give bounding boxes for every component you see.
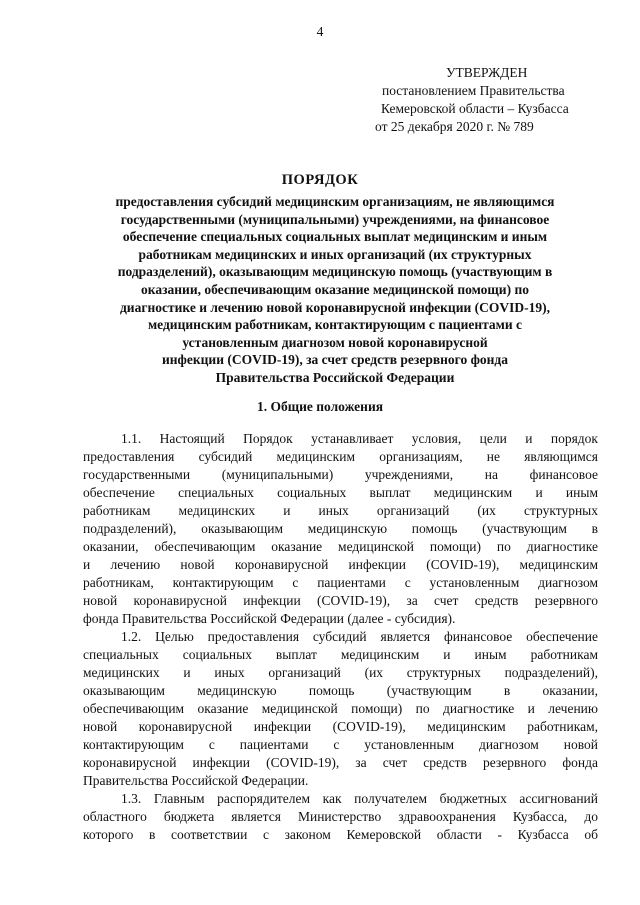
- page-number: 4: [316, 24, 324, 39]
- approval-line: от 25 декабря 2020 г. № 789: [375, 119, 534, 134]
- subtitle-line: государственными (муниципальными) учреждениями, на финансовое: [120, 211, 550, 227]
- text-line: оказывающим медицинскую помощь (участвующим в оказании,: [83, 683, 598, 698]
- section-heading: 1. Общие положения: [256, 399, 384, 414]
- subtitle-line: оказании, обеспечивающим оказание медицинской помощи) по: [141, 281, 529, 297]
- body-text: [83, 430, 598, 844]
- approval-line: УТВЕРЖДЕН: [446, 65, 528, 80]
- text-line: 1.1. Настоящий Порядок устанавливает условия, цели и порядок: [121, 431, 598, 446]
- paragraph-1-1: [83, 430, 598, 628]
- text-line: специальных социальных выплат медицинским и иным работникам: [83, 647, 598, 662]
- paragraph-1-3: [83, 790, 598, 844]
- subtitle-line: инфекции (COVID-19), за счет средств резервного фонда: [161, 352, 509, 368]
- text-line: областного бюджета является Министерство здравоохранения Кузбасса, до: [83, 809, 598, 824]
- text-line: новой коронавирусной инфекции (COVID-19), медицинским работникам,: [83, 719, 598, 734]
- subtitle-line: Правительства Российской Федерации: [215, 369, 455, 385]
- approval-line: постановлением Правительства: [382, 83, 565, 98]
- subtitle-line: обеспечение специальных социальных выплат медицинским и иным: [122, 229, 548, 245]
- text-line: и лечению новой коронавирусной инфекции (COVID-19), медицинским: [83, 557, 598, 572]
- text-line: коронавирусной инфекции (COVID-19), за счет средств резервного фонда: [83, 755, 598, 770]
- text-line: обеспечение специальных социальных выплат медицинским и иным: [83, 485, 598, 500]
- subtitle-line: медицинским работникам, контактирующим с пациентами с: [147, 317, 523, 333]
- text-line: контактирующим с пациентами с установленным диагнозом новой: [83, 737, 598, 752]
- text-line: обеспечивающим оказание медицинской помощи) по диагностике и лечению: [83, 701, 598, 716]
- text-line: фонда Правительства Российской Федерации (далее - субсидия).: [83, 611, 456, 626]
- document-title: ПОРЯДОК: [281, 172, 359, 188]
- approval-line: Кемеровской области – Кузбасса: [381, 101, 569, 116]
- text-line: государственными (муниципальными) учреждениями, на финансовое: [83, 467, 598, 482]
- approval-stamp: [370, 64, 600, 136]
- text-line: 1.2. Целью предоставления субсидий является финансовое обеспечение: [121, 629, 598, 644]
- subtitle-line: работникам медицинских и иных организаций (их структурных: [138, 246, 532, 262]
- text-line: новой коронавирусной инфекции (COVID-19), за счет средств резервного: [83, 593, 598, 608]
- text-line: работникам, контактирующим с пациентами с установленным диагнозом: [83, 575, 598, 590]
- text-line: работникам медицинских и иных организаций (их структурных: [83, 503, 598, 518]
- text-line: 1.3. Главным распорядителем как получателем бюджетных ассигнований: [121, 791, 598, 806]
- text-line: которого в соответствии с законом Кемеровской области - Кузбасса об: [83, 827, 598, 842]
- text-line: предоставления субсидий медицинским организациям, не являющимся: [83, 449, 598, 464]
- text-line: подразделений), оказывающим медицинскую помощь (участвующим в: [83, 521, 598, 536]
- paragraph-1-2: [83, 628, 598, 790]
- subtitle-line: предоставления субсидий медицинским организациям, не являющимся: [115, 194, 555, 209]
- text-line: оказании, обеспечивающим оказание медицинской помощи) по диагностике: [83, 539, 598, 554]
- document-subtitle: [80, 193, 590, 387]
- subtitle-line: подразделений), оказывающим медицинскую помощь (участвующим в: [117, 264, 553, 280]
- subtitle-line: диагностике и лечению новой коронавирусной инфекции (COVID-19),: [119, 299, 551, 315]
- text-line: медицинских и иных организаций (их структурных подразделений),: [83, 665, 598, 680]
- subtitle-line: установленным диагнозом новой коронавирусной: [182, 334, 488, 350]
- text-line: Правительства Российской Федерации.: [83, 773, 309, 788]
